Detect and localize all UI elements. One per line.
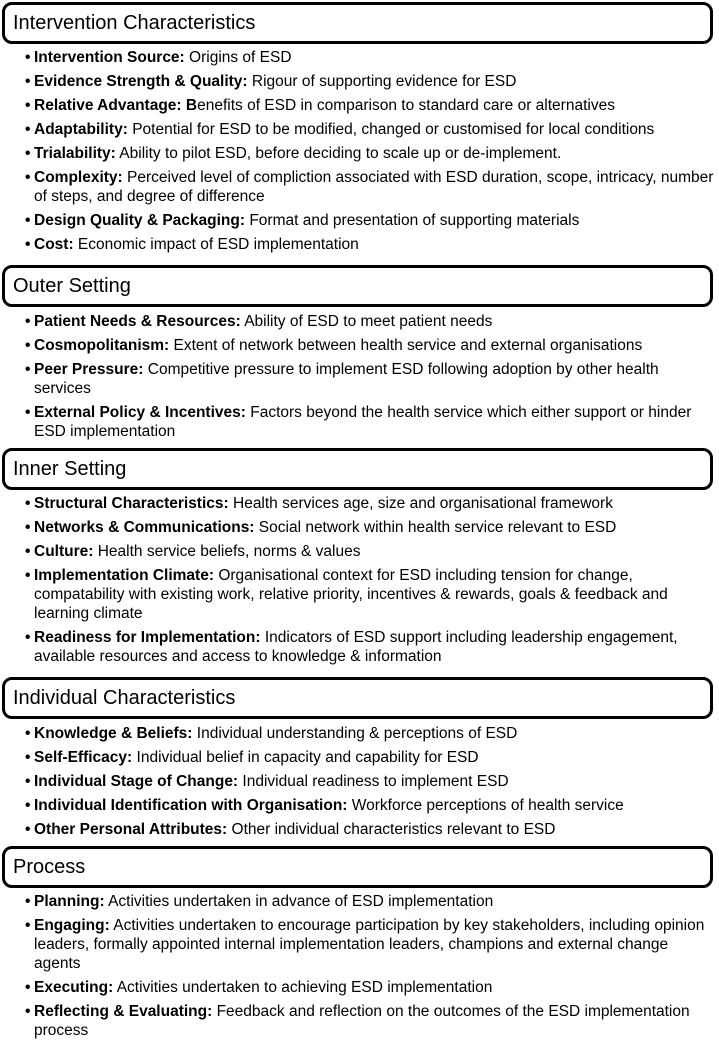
list-item xyxy=(25,336,715,355)
item-desc: Organisational context for ESD including tension for change, compatability with existing work, relative priority, incentives & rewards, goals & feedback and learning climate xyxy=(34,567,668,622)
section-title: Outer Setting xyxy=(13,275,131,297)
item-desc: Activities undertaken to achieving ESD implementation xyxy=(116,979,493,996)
item-term: Peer Pressure: xyxy=(34,361,144,378)
item-desc: Individual belief in capacity and capability for ESD xyxy=(136,749,479,766)
item-desc: Extent of network between health service and external organisations xyxy=(173,337,643,354)
bullet-icon: • xyxy=(25,893,31,910)
section-header-intervention-characteristics xyxy=(2,2,713,44)
bullet-icon: • xyxy=(25,337,31,354)
item-desc: Health service beliefs, norms & values xyxy=(97,543,361,560)
item-desc: Competitive pressure to implement ESD following adoption by other health services xyxy=(34,361,659,397)
bullet-icon: • xyxy=(25,629,31,646)
item-term: External Policy & Incentives: xyxy=(34,404,246,421)
list-inner-setting xyxy=(25,494,715,671)
item-desc: Social network within health service relevant to ESD xyxy=(258,519,617,536)
list-item xyxy=(25,628,715,666)
list-item xyxy=(25,360,715,398)
item-term: Complexity: xyxy=(34,169,123,186)
item-term: Reflecting & Evaluating: xyxy=(34,1003,213,1020)
list-individual-characteristics xyxy=(25,724,715,844)
item-term: Cost: xyxy=(34,236,74,253)
item-desc: Feedback and reflection on the outcomes of the ESD implementation process xyxy=(34,1003,690,1039)
list-item xyxy=(25,542,715,561)
item-term: Cosmopolitanism: xyxy=(34,337,170,354)
bullet-icon: • xyxy=(25,567,31,584)
bullet-icon: • xyxy=(25,797,31,814)
item-desc: Ability to pilot ESD, before deciding to scale up or de-implement. xyxy=(119,145,562,162)
item-term: Other Personal Attributes: xyxy=(34,821,228,838)
item-desc: Individual readiness to implement ESD xyxy=(242,773,509,790)
section-header-inner-setting xyxy=(2,448,713,490)
item-term: Readiness for Implementation: xyxy=(34,629,261,646)
section-title: Individual Characteristics xyxy=(13,687,236,709)
list-outer-setting xyxy=(25,312,715,446)
item-term: Evidence Strength & Quality: xyxy=(34,73,248,90)
list-item xyxy=(25,403,715,441)
bullet-icon: • xyxy=(25,749,31,766)
list-item xyxy=(25,96,715,115)
list-item xyxy=(25,724,715,743)
bullet-icon: • xyxy=(25,495,31,512)
item-term: Networks & Communications: xyxy=(34,519,255,536)
item-desc: Activities undertaken to encourage participation by key stakeholders, including opinion leaders, formally appointed internal implementation leaders, champions and external change agents xyxy=(34,917,705,972)
item-term: Design Quality & Packaging: xyxy=(34,212,246,229)
bullet-icon: • xyxy=(25,543,31,560)
section-title: Process xyxy=(13,856,86,878)
list-item xyxy=(25,211,715,230)
item-term: Knowledge & Beliefs: xyxy=(34,725,193,742)
bullet-icon: • xyxy=(25,49,31,66)
bullet-icon: • xyxy=(25,979,31,996)
item-desc: Potential for ESD to be modified, changed or customised for local conditions xyxy=(132,121,655,138)
list-item xyxy=(25,72,715,91)
list-item xyxy=(25,494,715,513)
item-term: Implementation Climate: xyxy=(34,567,214,584)
bullet-icon: • xyxy=(25,73,31,90)
item-desc: Format and presentation of supporting materials xyxy=(249,212,580,229)
item-term: Relative Advantage: B xyxy=(34,97,198,114)
list-item xyxy=(25,1002,715,1040)
list-item xyxy=(25,748,715,767)
bullet-icon: • xyxy=(25,725,31,742)
item-term: Structural Characteristics: xyxy=(34,495,229,512)
item-term: Executing: xyxy=(34,979,114,996)
list-item xyxy=(25,916,715,973)
list-item xyxy=(25,144,715,163)
bullet-icon: • xyxy=(25,169,31,186)
bullet-icon: • xyxy=(25,1003,31,1020)
item-desc: Rigour of supporting evidence for ESD xyxy=(251,73,517,90)
section-title: Intervention Characteristics xyxy=(13,12,256,34)
item-term: Individual Identification with Organisation: xyxy=(34,797,348,814)
bullet-icon: • xyxy=(25,236,31,253)
list-item xyxy=(25,892,715,911)
item-desc: Economic impact of ESD implementation xyxy=(77,236,359,253)
item-term: Planning: xyxy=(34,893,105,910)
item-term: Individual Stage of Change: xyxy=(34,773,239,790)
item-desc: enefits of ESD in comparison to standard care or alternatives xyxy=(197,97,615,114)
bullet-icon: • xyxy=(25,917,31,934)
item-term: Adaptability: xyxy=(34,121,128,138)
list-item xyxy=(25,48,715,67)
item-term: Engaging: xyxy=(34,917,110,934)
bullet-icon: • xyxy=(25,519,31,536)
bullet-icon: • xyxy=(25,212,31,229)
item-desc: Perceived level of compliction associated with ESD duration, scope, intricacy, number of steps, and degree of difference xyxy=(34,169,714,205)
list-item xyxy=(25,235,715,254)
list-item xyxy=(25,772,715,791)
section-header-outer-setting xyxy=(2,265,713,307)
bullet-icon: • xyxy=(25,313,31,330)
list-intervention-characteristics xyxy=(25,48,715,259)
item-desc: Indicators of ESD support including leadership engagement, available resources and access to knowledge & information xyxy=(34,629,678,665)
list-item xyxy=(25,796,715,815)
section-header-individual-characteristics xyxy=(2,677,713,719)
item-desc: Origins of ESD xyxy=(189,49,292,66)
item-term: Self-Efficacy: xyxy=(34,749,133,766)
list-process xyxy=(25,892,715,1045)
list-item xyxy=(25,978,715,997)
bullet-icon: • xyxy=(25,121,31,138)
bullet-icon: • xyxy=(25,361,31,378)
section-title: Inner Setting xyxy=(13,458,127,480)
item-desc: Factors beyond the health service which either support or hinder ESD implementation xyxy=(34,404,692,440)
item-desc: Ability of ESD to meet patient needs xyxy=(244,313,493,330)
bullet-icon: • xyxy=(25,97,31,114)
item-desc: Activities undertaken in advance of ESD implementation xyxy=(108,893,494,910)
list-item xyxy=(25,312,715,331)
list-item xyxy=(25,518,715,537)
item-desc: Other individual characteristics relevant to ESD xyxy=(231,821,556,838)
item-desc: Workforce perceptions of health service xyxy=(351,797,624,814)
section-header-process xyxy=(2,846,713,888)
item-term: Patient Needs & Resources: xyxy=(34,313,241,330)
list-item xyxy=(25,820,715,839)
list-item xyxy=(25,120,715,139)
item-term: Trialability: xyxy=(34,145,116,162)
list-item xyxy=(25,566,715,623)
bullet-icon: • xyxy=(25,145,31,162)
bullet-icon: • xyxy=(25,773,31,790)
bullet-icon: • xyxy=(25,821,31,838)
bullet-icon: • xyxy=(25,404,31,421)
item-desc: Health services age, size and organisational framework xyxy=(233,495,613,512)
item-term: Intervention Source: xyxy=(34,49,185,66)
item-desc: Individual understanding & perceptions of ESD xyxy=(196,725,518,742)
item-term: Culture: xyxy=(34,543,94,560)
list-item xyxy=(25,168,715,206)
